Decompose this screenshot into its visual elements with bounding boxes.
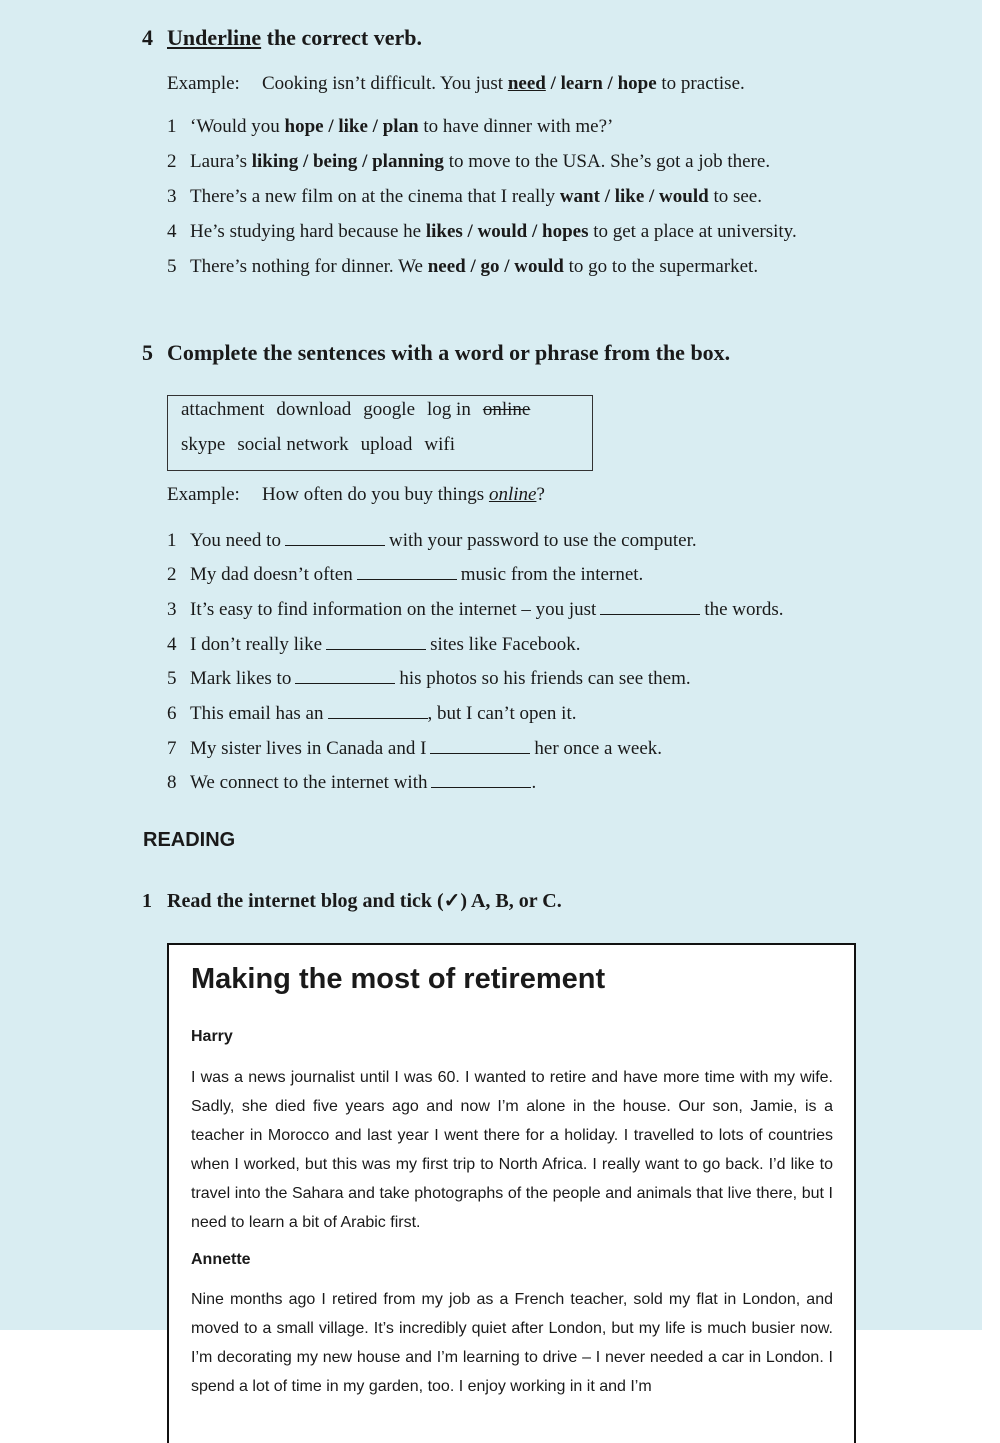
box-word: skype: [181, 434, 226, 455]
item-number: 2: [167, 564, 177, 585]
answer-blank[interactable]: [600, 596, 700, 615]
item-number: 8: [167, 772, 177, 793]
item-pre: You need to: [190, 530, 281, 551]
reading-task: [142, 888, 562, 913]
item-pre: My dad doesn’t often: [190, 564, 353, 585]
section-4-heading: [142, 24, 422, 52]
section-5-title: Complete the sentences with a word or phrase from the box.: [167, 340, 731, 365]
item-pre: We connect to the internet with: [190, 772, 428, 793]
s5-item-5: [167, 665, 691, 691]
item-post: to get a place at university.: [588, 221, 797, 242]
verb-options[interactable]: likes / would / hopes: [425, 221, 589, 242]
item-pre: There’s nothing for dinner. We: [190, 256, 428, 277]
item-pre: Mark likes to: [190, 668, 292, 689]
item-post: to have dinner with me?’: [418, 116, 614, 137]
item-post: music from the internet.: [460, 564, 644, 585]
post-author-annette: Annette: [191, 1251, 251, 1268]
answer-blank[interactable]: [326, 631, 426, 650]
item-post: the words.: [704, 599, 784, 620]
item-post: her once a week.: [534, 738, 663, 759]
s5-item-4: [167, 631, 580, 657]
box-word: attachment: [181, 399, 265, 420]
item-pre: This email has an: [190, 703, 324, 724]
task-number: 1: [142, 890, 152, 912]
box-word: google: [363, 399, 416, 420]
reading-heading: READING: [143, 829, 236, 851]
example-post: to practise.: [656, 73, 745, 94]
box-word: upload: [360, 434, 413, 455]
item-post: , but I can’t open it.: [427, 703, 577, 724]
example-label: Example:: [167, 484, 240, 505]
item-number: 3: [167, 599, 177, 620]
item-pre: He’s studying hard because he: [190, 221, 426, 242]
item-pre: ‘Would you: [190, 116, 285, 137]
item-number: 1: [167, 116, 177, 137]
verb-options[interactable]: liking / being / planning: [251, 151, 444, 172]
box-word: log in: [427, 399, 471, 420]
post-text-annette: Nine months ago I retired from my job as a French teacher, sold my flat in London, and moved to a small village. It’s incredibly quiet after London, but my life is much busier now. I’m decorating my new house and I’m learning to drive – I never needed a car in London. I spend a lot of time in my garden, too. I enjoy working in it and I’m: [191, 1291, 833, 1395]
item-pre: There’s a new film on at the cinema that I really: [190, 186, 560, 207]
s5-item-6: [167, 700, 576, 726]
example-post: ?: [536, 484, 545, 505]
item-post: to move to the USA. She’s got a job there.: [443, 151, 771, 172]
item-number: 5: [167, 668, 177, 689]
box-word: social network: [237, 434, 349, 455]
s5-item-7: [167, 735, 662, 761]
section-5-heading: [142, 339, 730, 367]
item-number: 5: [167, 256, 177, 277]
s5-item-1: [167, 527, 697, 553]
section-4-title-underlined: Underline: [167, 25, 262, 50]
box-word: wifi: [424, 434, 455, 455]
s5-item-3: [167, 596, 783, 622]
item-number: 3: [167, 186, 177, 207]
verb-options[interactable]: want / like / would: [559, 186, 709, 207]
item-number: 4: [167, 634, 177, 655]
task-text: Read the internet blog and tick (✓) A, B, or C.: [167, 890, 562, 912]
s4-item-5: [167, 255, 758, 279]
blog-title: Making the most of retirement: [191, 963, 606, 995]
section-4-number: 4: [142, 25, 153, 50]
item-post: with your password to use the computer.: [388, 530, 697, 551]
blog-box: [167, 943, 856, 1443]
verb-options[interactable]: need / go / would: [427, 256, 564, 277]
post-text-harry: I was a news journalist until I was 60. I wanted to retire and have more time with my wife. Sadly, she died five years ago and now I’m alone in the house. Our son, Jamie, is a teacher in Morocco and last year I went there for a holiday. I travelled to lots of countries when I worked, but this was my first trip to North Africa. I really want to go back. I’d like to travel into the Sahara and take photographs of the people and animals that live there, but I need to learn a bit of Arabic first.: [191, 1069, 833, 1231]
item-number: 4: [167, 221, 177, 242]
section-5-example: [167, 483, 545, 507]
answer-blank[interactable]: [285, 527, 385, 546]
item-pre: It’s easy to find information on the internet – you just: [190, 599, 597, 620]
example-options: / learn / hope: [545, 73, 657, 94]
item-pre: Laura’s: [190, 151, 252, 172]
item-pre: I don’t really like: [190, 634, 323, 655]
word-box-row-1: [181, 399, 542, 421]
example-pre: Cooking isn’t difficult. You just: [262, 73, 508, 94]
word-box-row-2: [181, 434, 467, 456]
example-label: Example:: [167, 73, 240, 94]
example-pre: How often do you buy things: [262, 484, 489, 505]
item-post: .: [531, 772, 537, 793]
section-4-title-rest: the correct verb.: [261, 25, 422, 50]
item-post: his photos so his friends can see them.: [399, 668, 691, 689]
post-author-harry: Harry: [191, 1028, 233, 1045]
item-post: sites like Facebook.: [430, 634, 581, 655]
s5-item-8: [167, 769, 536, 795]
section-5-number: 5: [142, 340, 153, 365]
answer-blank[interactable]: [430, 735, 530, 754]
verb-options[interactable]: hope / like / plan: [284, 116, 419, 137]
s4-item-1: [167, 115, 613, 139]
item-number: 6: [167, 703, 177, 724]
box-word-used: online: [482, 399, 531, 420]
s5-item-2: [167, 561, 643, 587]
example-answer: need: [507, 73, 546, 94]
example-answer: online: [488, 484, 537, 505]
item-number: 7: [167, 738, 177, 759]
s4-item-2: [167, 150, 770, 174]
item-post: to see.: [708, 186, 762, 207]
item-number: 1: [167, 530, 177, 551]
word-box: [167, 395, 593, 471]
answer-blank[interactable]: [431, 769, 531, 788]
s4-item-3: [167, 185, 762, 209]
answer-blank[interactable]: [328, 700, 428, 719]
s4-item-4: [167, 220, 797, 244]
item-pre: My sister lives in Canada and I: [190, 738, 427, 759]
item-post: to go to the supermarket.: [563, 256, 759, 277]
box-word: download: [276, 399, 352, 420]
item-number: 2: [167, 151, 177, 172]
answer-blank[interactable]: [295, 665, 395, 684]
section-4-example: [167, 72, 745, 96]
answer-blank[interactable]: [357, 561, 457, 580]
